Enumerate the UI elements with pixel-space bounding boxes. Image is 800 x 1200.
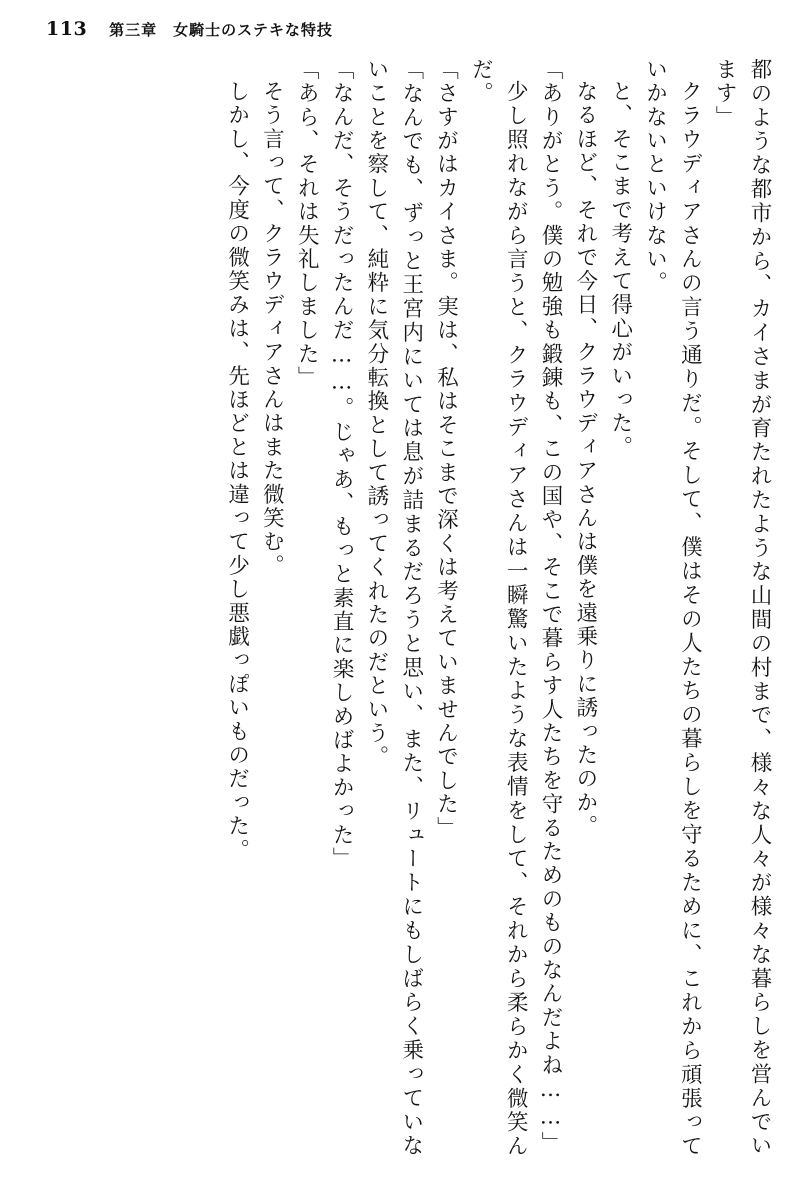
body-paragraph: 「ありがとう。僕の勉強も鍛錬も、この国や、そこで暮らす人たちを守るためのものなんだよね……」 — [538, 58, 564, 1156]
body-paragraph: なるほど、それで今日、クラウディアさんは僕を遠乗りに誘ったのか。 — [572, 79, 598, 838]
page-header — [36, 18, 764, 52]
body-paragraph: 「なんだ、そうだったんだ……。じゃあ、もっと素直に楽しめばよかった」 — [329, 58, 355, 871]
body-paragraph: そう言って、クラウディアさんはまた微笑む。 — [259, 79, 285, 578]
body-area — [36, 58, 772, 1168]
body-paragraph: 「あら、それは失礼しました」 — [294, 58, 320, 390]
body-paragraph: と、そこまで考えて得心がいった。 — [607, 79, 633, 459]
body-paragraph: 「さすがはカイさま。実は、私はそこまで深くは考えていませんでした」 — [433, 58, 459, 841]
body-paragraph: 都のような都市から、カイさまが育たれたような山間の村まで、様々な人々が様々な暮らしを営んでいます」 — [712, 58, 772, 1158]
body-paragraph: 「なんでも、ずっと王宮内にいては息が詰まるだろうと思い、また、リュートにもしばらく乗っていないことを察して、純粋に気分転換として誘ってくれたのだという。 — [363, 58, 424, 1158]
chapter-title: 第三章 女騎士のステキな特技 — [109, 21, 333, 39]
page-number: 113 — [46, 18, 88, 40]
body-paragraph: しかし、今度の微笑みは、先ほどとは違って少し悪戯っぽいものだった。 — [224, 79, 250, 862]
body-paragraph: クラウディアさんの言う通りだ。そして、僕はその人たちの暮らしを守るために、これから頑張っていかないといけない。 — [642, 58, 703, 1158]
vertical-body-text — [36, 58, 776, 1158]
body-paragraph: 少し照れながら言うと、クラウディアさんは一瞬驚いたような表情をして、それから柔らかく微笑んだ。 — [468, 58, 529, 1158]
